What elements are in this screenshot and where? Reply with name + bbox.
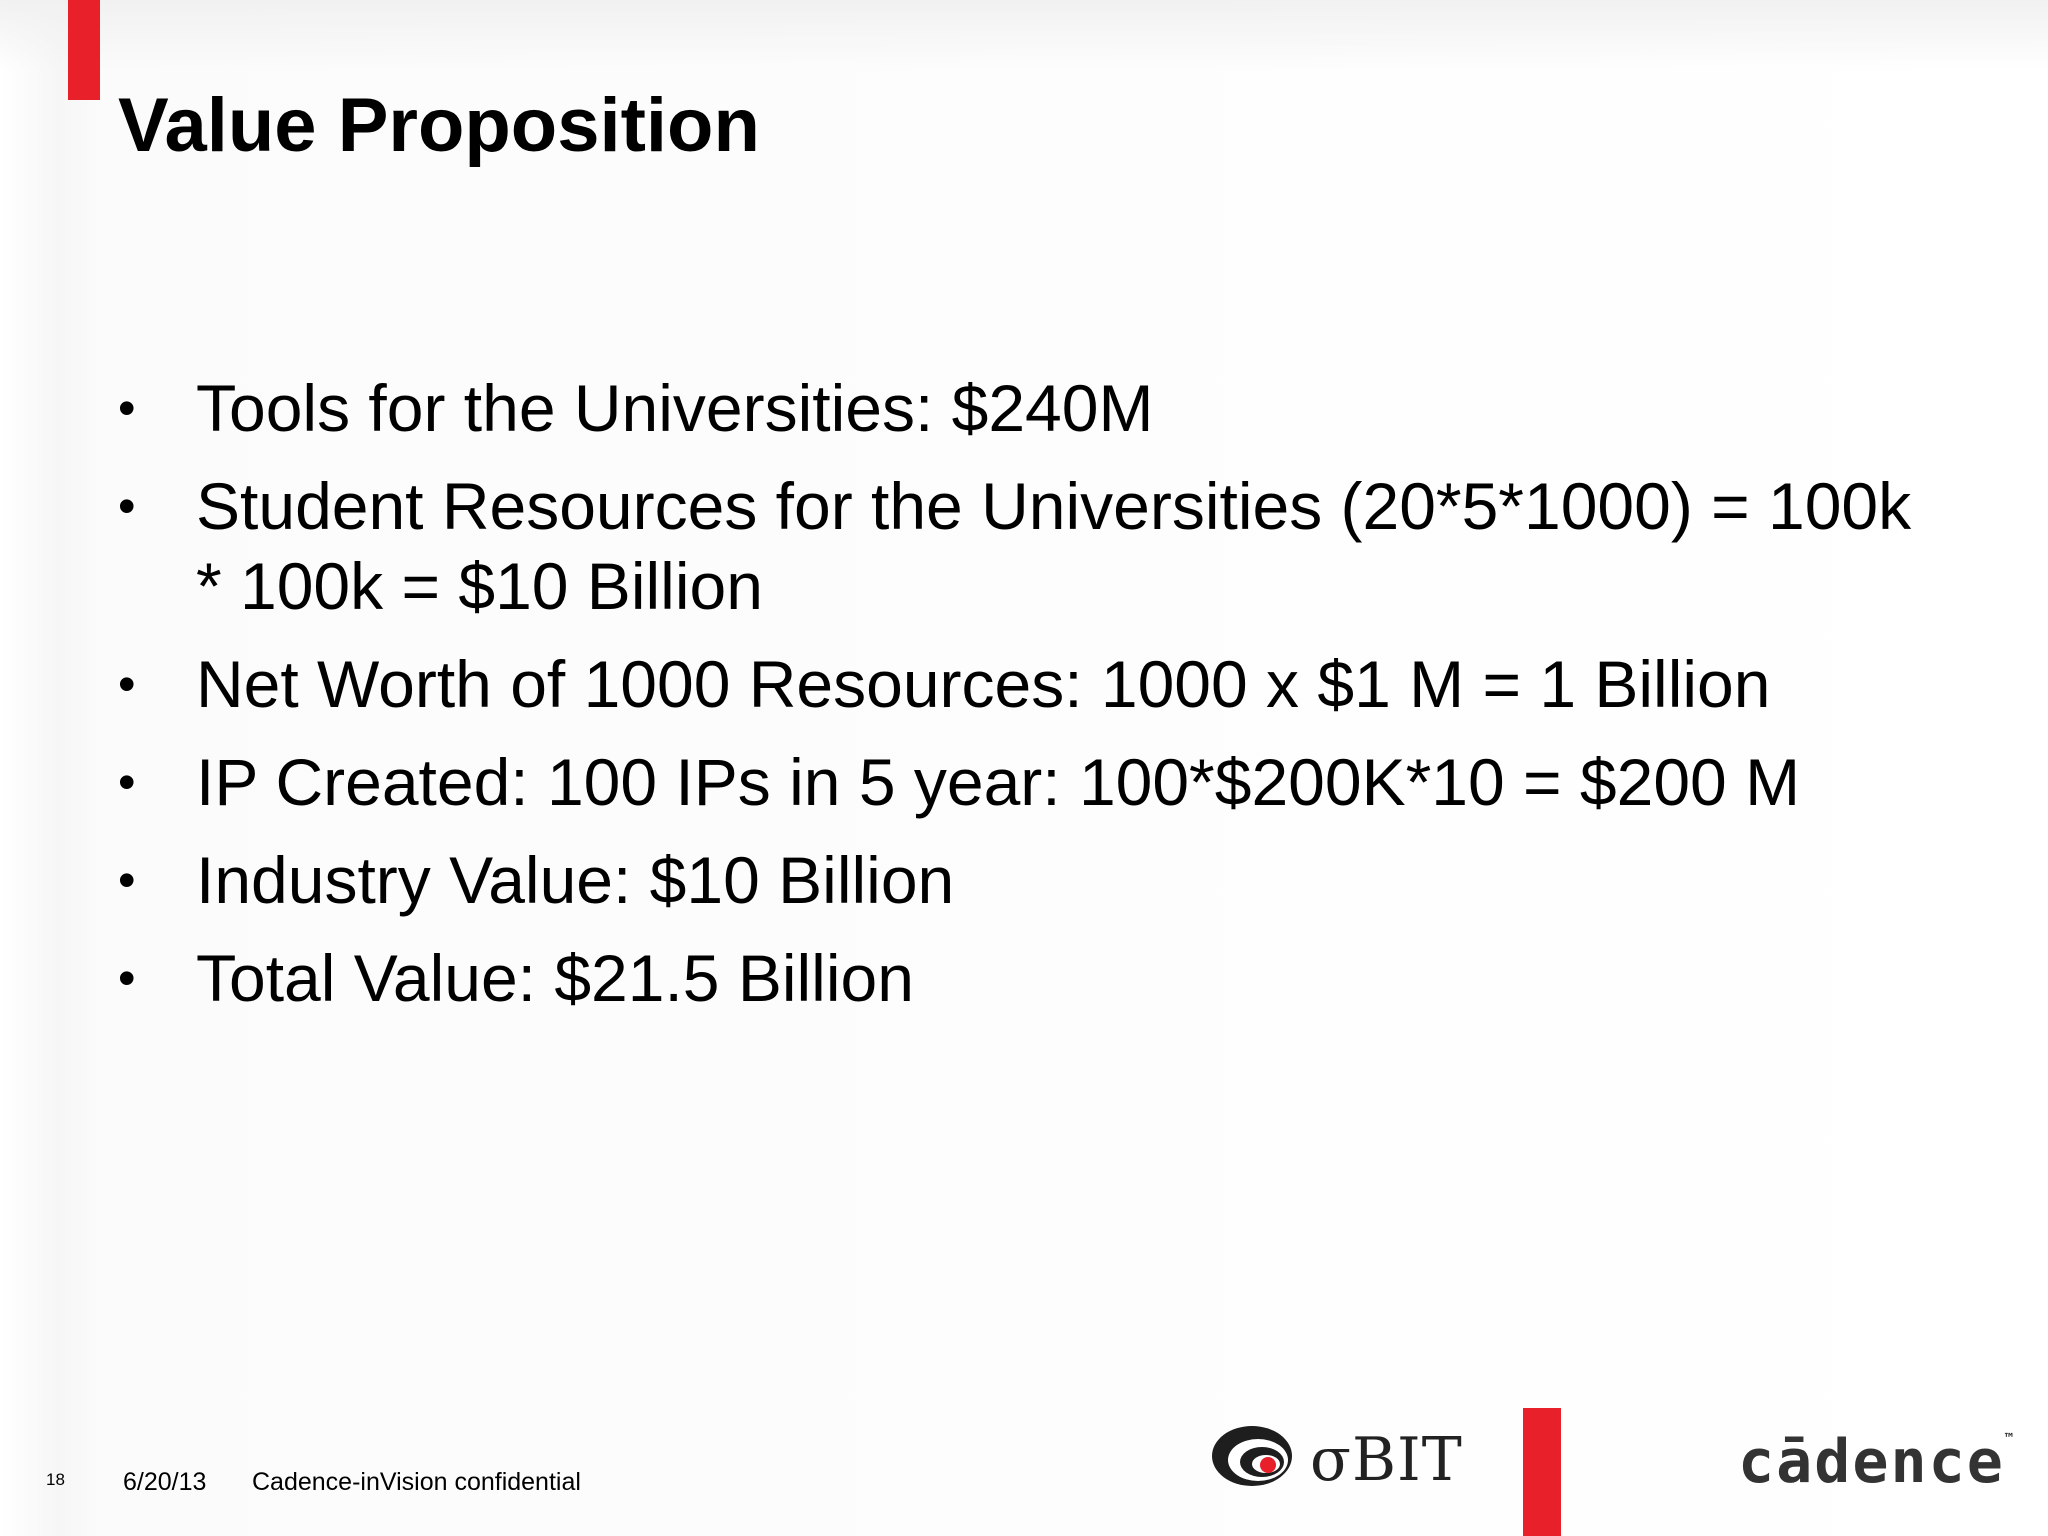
bullet-text: Industry Value: $10 Billion	[196, 843, 955, 917]
bullet-item	[118, 938, 1938, 1018]
obit-wordmark: σBIT	[1310, 1425, 1463, 1495]
trademark-symbol: ™	[2004, 1431, 2014, 1447]
bullet-item	[118, 644, 1938, 724]
obit-swirl-icon	[1210, 1418, 1310, 1498]
bullet-item	[118, 466, 1938, 626]
obit-logo	[1210, 1410, 1490, 1500]
cadence-wordmark: cādence	[1738, 1427, 2005, 1497]
bullet-item	[118, 368, 1938, 448]
footer-date: 6/20/13	[123, 1468, 207, 1496]
bullet-text: Net Worth of 1000 Resources: 1000 x $1 M = 1 Billion	[196, 647, 1771, 721]
bullet-marker: •	[118, 852, 136, 908]
page-number: 18	[46, 1470, 65, 1489]
bullet-marker: •	[118, 754, 136, 810]
bullet-text: Tools for the Universities: $240M	[196, 371, 1154, 445]
bullet-marker: •	[118, 478, 136, 534]
top-shade	[0, 0, 2048, 70]
bullet-marker: •	[118, 380, 136, 436]
bullet-text: IP Created: 100 IPs in 5 year: 100*$200K*10 = $200 M	[196, 745, 1801, 819]
slide-title: Value Proposition	[118, 83, 760, 168]
bullet-item	[118, 742, 1938, 822]
title-accent-bar	[68, 0, 100, 100]
bullet-marker: •	[118, 950, 136, 1006]
bullet-item	[118, 840, 1938, 920]
footer-confidential: Cadence-inVision confidential	[252, 1468, 581, 1496]
bullet-text: Total Value: $21.5 Billion	[196, 941, 914, 1015]
cadence-logo	[1738, 1427, 2014, 1497]
bullet-marker: •	[118, 656, 136, 712]
logo-divider-bar	[1523, 1408, 1561, 1536]
bullet-list	[118, 368, 1938, 1036]
bullet-text: Student Resources for the Universities (20*5*1000) = 100k * 100k = $10 Billion	[196, 469, 1912, 623]
